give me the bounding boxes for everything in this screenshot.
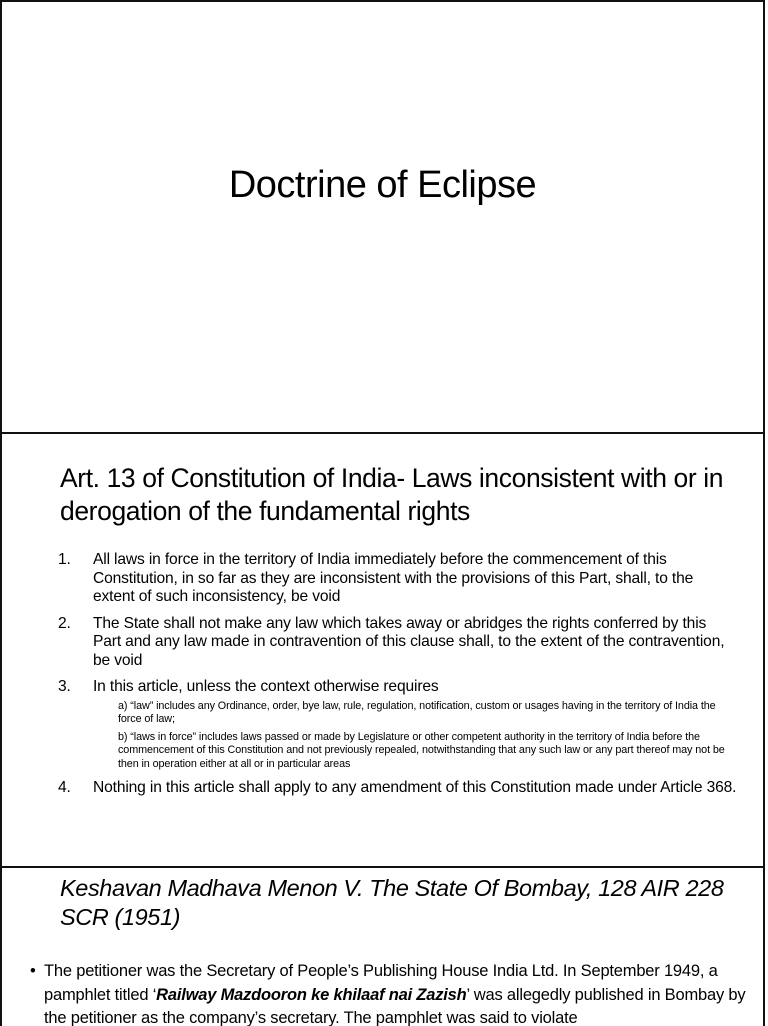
case-title: Keshavan Madhava Menon V. The State Of Bombay, 128 AIR 228 SCR (1951) [60,874,740,932]
slide-heading: Art. 13 of Constitution of India- Laws inconsistent with or in derogation of the fundamental rights [60,462,740,528]
list-number: 2. [58,615,71,634]
list-item [58,779,738,798]
sub-item-law: a) “law” includes any Ordinance, order, bye law, rule, regulation, notification, custom or usages having in the territory of India the force of law; [118,700,738,727]
slide-case [0,866,765,1026]
bullet-point [30,960,764,1026]
slide-title-heading: Doctrine of Eclipse [2,164,763,207]
list-number: 1. [58,551,71,570]
list-item-text: Nothing in this article shall apply to any amendment of this Constitution made under Article 368. [93,779,738,798]
list-number: 3. [58,678,71,697]
list-item [58,615,738,671]
numbered-list [58,551,738,806]
slide-article-13 [0,432,765,868]
bullet-text-after: ’ was allegedly published in Bombay by the petitioner as the company’s secretary. The pamphlet was said to violate [44,986,745,1026]
list-item-text: The State shall not make any law which takes away or abridges the rights conferred by this Part and any law made in contravention of this clause shall, to the extent of the contravention, be void [93,615,738,671]
bullet-icon: • [30,960,36,984]
list-item [58,551,738,607]
list-number: 4. [58,779,71,798]
pamphlet-title: Railway Mazdooron ke khilaaf nai Zazish [156,986,466,1004]
list-item-text: In this article, unless the context otherwise requires [93,678,738,697]
bullet-text-before: The petitioner was the Secretary of People’s Publishing House India Ltd. In September 1949, a pamphlet titled ‘ [44,962,718,1004]
list-item-text: All laws in force in the territory of India immediately before the commencement of this Constitution, in so far as they are inconsistent with the provisions of this Part, shall, to the extent of such inconsistency, be void [93,551,738,607]
sub-item-laws-in-force: b) “laws in force” includes laws passed or made by Legislature or other competent authority in the territory of India before the commencement of this Constitution and not previously repealed, notwithstanding that any such law or any part thereof may not be then in operation either at all or in particular areas [118,731,738,772]
list-item [58,678,738,771]
sub-list [93,700,738,772]
slide-title [0,0,765,434]
